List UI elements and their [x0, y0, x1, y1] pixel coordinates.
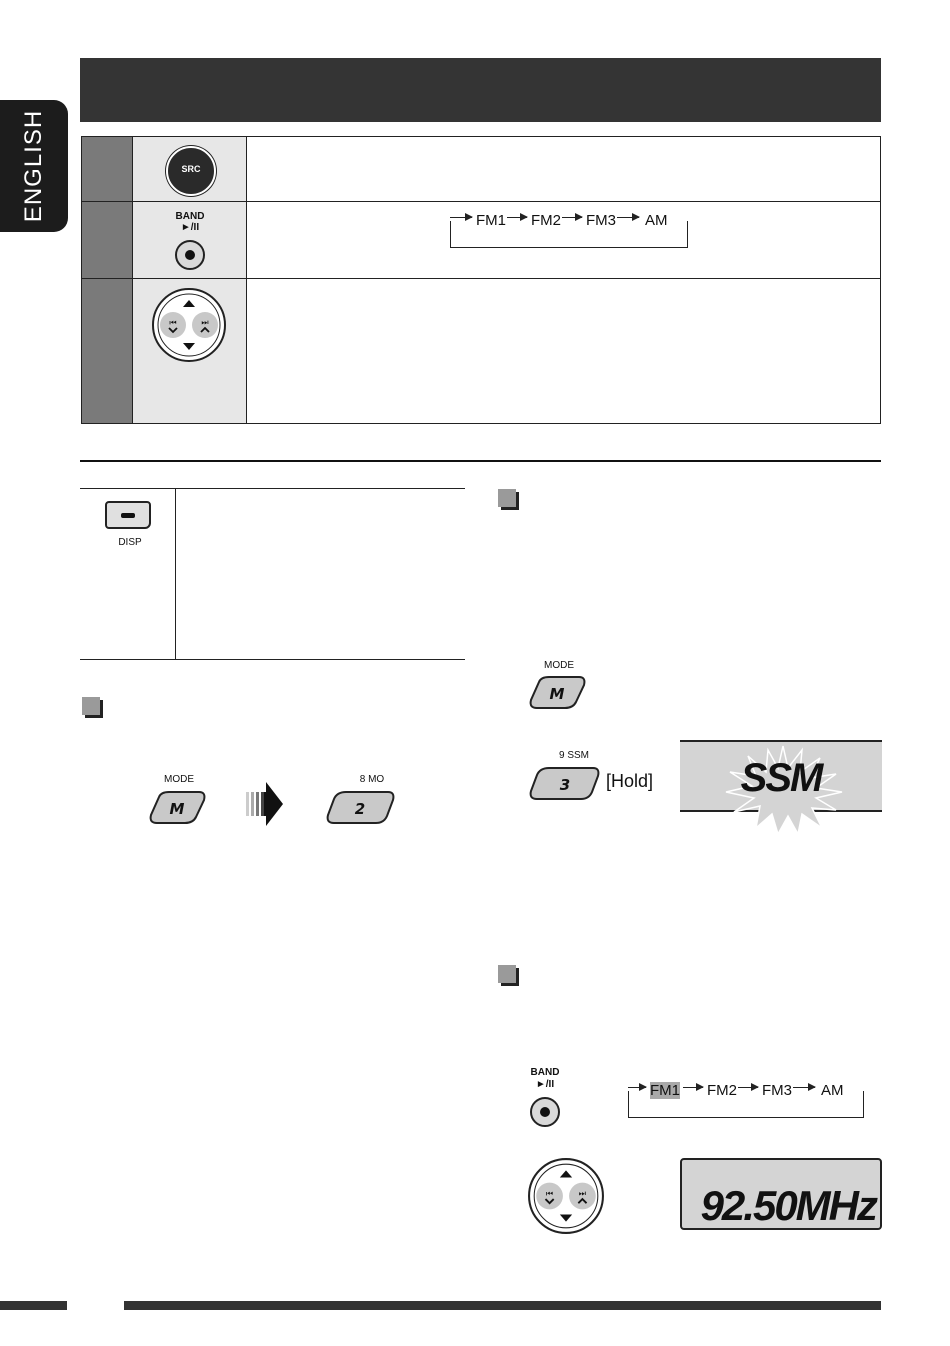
arrow-right-icon — [683, 1087, 703, 1088]
disp-box-divider — [175, 488, 176, 659]
disp-button-icon[interactable] — [105, 501, 151, 529]
preset-key-text: 2 — [354, 800, 366, 818]
ssm-mode-label: MODE — [544, 660, 574, 671]
disp-label: DISP — [118, 537, 142, 548]
disp-box-top-rule — [80, 488, 465, 489]
arrow-right-icon — [450, 217, 472, 218]
cycle-item-selected: FM1 — [650, 1082, 680, 1099]
language-label: ENGLISH — [20, 109, 47, 223]
arrow-right-icon — [507, 217, 527, 218]
src-button-icon[interactable] — [166, 146, 216, 196]
ssm-mode-button[interactable] — [527, 676, 585, 706]
mode-key-text: M — [169, 800, 185, 818]
preset-2-button[interactable] — [324, 791, 396, 821]
ssm-3-button[interactable] — [527, 767, 601, 797]
arrow-right-icon — [793, 1087, 815, 1088]
src-button-label: SRC — [181, 164, 201, 174]
cycle-item: FM2 — [707, 1082, 737, 1099]
svg-text:⏭: ⏭ — [201, 318, 209, 327]
footer-bar-left — [0, 1301, 67, 1310]
ssm-label: 9 SSM — [558, 750, 589, 761]
tuning-dial-icon[interactable] — [527, 1157, 605, 1235]
arrow-right-icon — [738, 1087, 758, 1088]
row-divider — [82, 278, 880, 279]
arrow-right-icon — [246, 782, 284, 826]
tuning-band-button-icon[interactable] — [530, 1097, 560, 1127]
square-bullet-icon — [498, 489, 516, 507]
language-tab — [0, 100, 68, 232]
tuning-play-pause-label: ►/II — [535, 1079, 555, 1090]
frequency-display — [680, 1158, 882, 1230]
cycle-item: AM — [645, 212, 672, 229]
band-label: BAND — [175, 211, 205, 222]
disp-box-bottom-rule — [80, 659, 465, 660]
ssm-key-text: 3 — [559, 776, 571, 794]
mode-label: MODE — [164, 774, 194, 785]
square-bullet-icon — [498, 965, 516, 983]
row-divider — [82, 201, 880, 202]
section-divider — [80, 460, 881, 462]
play-pause-label: ►/II — [180, 222, 200, 233]
step-number-cell-3 — [82, 279, 133, 423]
section-header-bar — [80, 58, 881, 122]
cycle-item: FM3 — [762, 1082, 792, 1099]
svg-text:⏮: ⏮ — [169, 318, 177, 327]
square-bullet-icon — [82, 697, 100, 715]
band-cycle-diagram — [450, 212, 690, 252]
arrow-right-icon — [628, 1087, 646, 1088]
footer-bar-right — [124, 1301, 881, 1310]
mode-button[interactable] — [147, 791, 205, 821]
cycle-item: FM3 — [586, 212, 616, 229]
step-table — [81, 136, 881, 424]
tuning-band-label: BAND — [530, 1067, 560, 1078]
ssm-display — [680, 740, 882, 812]
ssm-mode-key-text: M — [549, 685, 565, 703]
tuning-band-cycle — [628, 1082, 868, 1122]
ssm-display-text: SSM — [740, 756, 822, 800]
preset-label: 8 MO — [359, 774, 385, 785]
cycle-item: AM — [821, 1082, 848, 1099]
frequency-text: 92.50MHz — [700, 1182, 876, 1229]
step-number-cell-1 — [82, 137, 133, 202]
band-button-icon[interactable] — [175, 240, 205, 270]
cycle-item: FM1 — [476, 212, 506, 229]
svg-text:⏭: ⏭ — [578, 1188, 587, 1198]
arrow-right-icon — [617, 217, 639, 218]
hold-label: [Hold] — [606, 771, 654, 791]
arrow-right-icon — [562, 217, 582, 218]
cycle-item: FM2 — [531, 212, 561, 229]
svg-text:⏮: ⏮ — [545, 1188, 554, 1198]
step-number-cell-2 — [82, 202, 133, 279]
control-dial-icon[interactable] — [151, 287, 227, 363]
